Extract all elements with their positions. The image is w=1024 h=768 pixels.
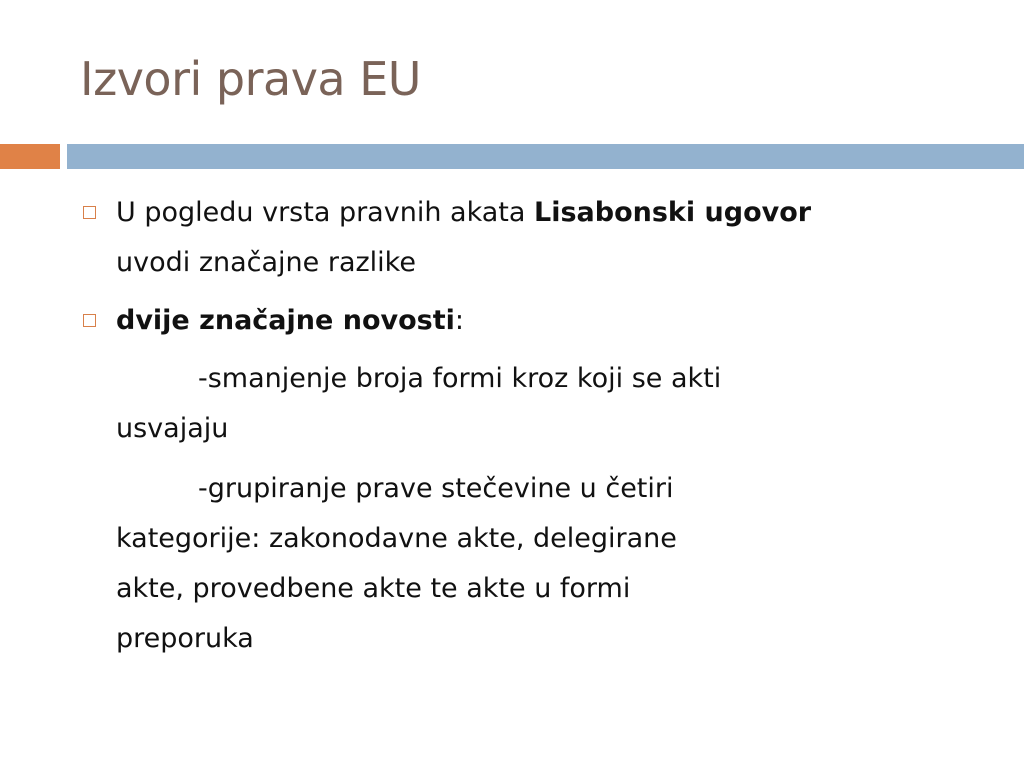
bullet-item <box>80 188 980 288</box>
sub-paragraph-line: -smanjenje broja formi kroz koji se akti <box>198 363 722 394</box>
slide-content <box>80 188 980 674</box>
square-bullet-icon <box>83 206 96 219</box>
bullet-text-continued: uvodi značajne razlike <box>116 247 416 278</box>
accent-bar <box>0 144 60 169</box>
sub-paragraph-line: usvajaju <box>116 413 229 444</box>
sub-paragraph-line: kategorije: zakonodavne akte, delegirane <box>116 523 677 554</box>
bullet-item <box>80 296 980 346</box>
square-bullet-icon <box>83 314 96 327</box>
bullet-bold-text: Lisabonski ugovor <box>534 197 812 228</box>
sub-paragraph-line: preporuka <box>116 623 254 654</box>
title-divider-bar <box>67 144 1024 169</box>
sub-paragraph-line: -grupiranje prave stečevine u četiri <box>198 473 674 504</box>
bullet-text: U pogledu vrsta pravnih akata <box>116 197 534 228</box>
sub-paragraph-line: akte, provedbene akte te akte u formi <box>116 573 631 604</box>
sub-paragraph <box>80 464 980 664</box>
sub-paragraph <box>80 354 980 454</box>
slide-title: Izvori prava EU <box>80 52 421 106</box>
bullet-bold-text: dvije značajne novosti <box>116 305 455 336</box>
bullet-text: : <box>454 305 464 336</box>
